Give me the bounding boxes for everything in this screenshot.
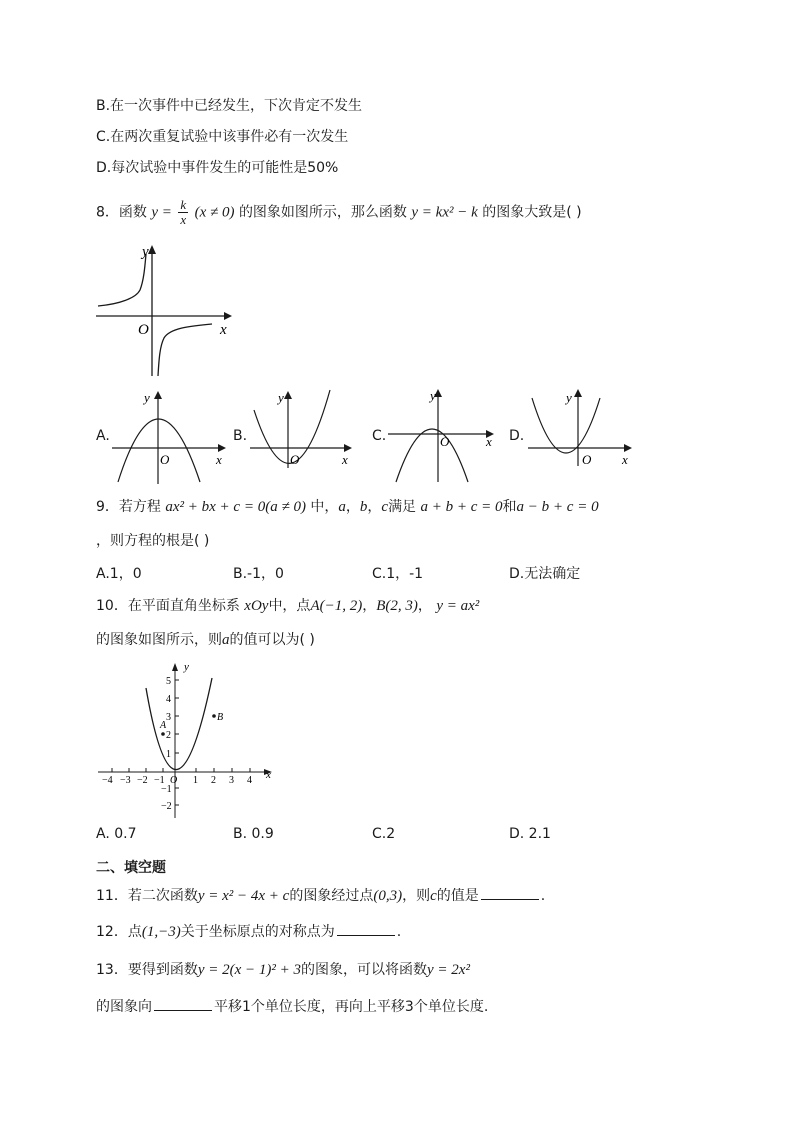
q9-mid1: 中， [310,499,339,515]
q9-sep1: ， [345,499,360,515]
q13-line2b: 平移1个单位长度，再向上平移3个单位长度. [214,999,489,1015]
q9-eq2: a + b + c = 0 [420,499,503,515]
q8a-origin: O [160,452,170,467]
q9-option-a: A.1，0 [96,566,142,582]
q10-point-b-mark [212,714,216,718]
q11-func: y = x² − 4x + c [197,888,290,904]
q8-option-d-label: D. [509,428,525,444]
q8-formula2: y = kx² − k [411,204,478,221]
q12-stem [96,921,401,942]
q8a-x-label: x [216,452,222,467]
q11-mid2: ，则 [402,888,431,904]
q10-option-a: A. 0.7 [96,826,137,842]
q8d-x-label: x [622,452,628,467]
q10-sep2: ， [417,598,432,614]
q10-xtick-m2: −2 [137,775,148,786]
q8-option-d-graph [524,384,638,468]
q10-xtick-m3: −3 [120,775,131,786]
q10-point-b: B(2, 3) [376,598,418,614]
q10-line2a: 的图象如图所示，则 [96,632,222,648]
q10-parabola-graph [94,658,278,822]
q9-mid2: 满足 [388,499,417,515]
q10-xtick-2: 2 [211,775,216,786]
q9-mid3: 和 [502,499,517,515]
q9-a: a [338,499,346,515]
q7-option-c: C.在两次重复试验中该事件必有一次发生 [96,129,349,145]
q10-option-d: D. 2.1 [509,826,551,842]
q8-stem [96,198,582,227]
q10-xtick-3: 3 [229,775,234,786]
q11-mid: 的图象经过点 [289,888,374,904]
q9-option-b: B.-1，0 [233,566,284,582]
q10-stem [96,596,479,616]
q10-option-b: B. 0.9 [233,826,274,842]
q8-graph-x-label: x [220,322,227,338]
q13-func: y = 2(x − 1)² + 3 [197,962,301,978]
q8-option-a-graph [108,386,228,486]
q9-option-c: C.1，-1 [372,566,424,582]
q13-answer-blank[interactable] [154,996,212,1011]
q9-b: b [359,499,368,515]
q8-condition: (x ≠ 0) [194,204,235,221]
q12-number: 12．点 [96,924,142,940]
q11-stem [96,885,545,906]
q8d-y-label: y [566,390,572,405]
q10-number: 10．在平面直角坐标系 [96,598,240,614]
q8c-y-label: y [430,388,436,403]
q9-sep2: ， [367,499,382,515]
q11-answer-blank[interactable] [481,885,539,900]
q8a-y-label: y [144,390,150,405]
q8-option-c-graph [384,384,502,484]
q9-option-d: D.无法确定 [509,566,581,582]
q11-c: c [430,888,437,904]
q8-tail: 的图象大致是( ) [482,204,582,221]
q8-fraction [178,198,188,227]
q10-xtick-origin: O [170,775,178,786]
q13-number: 13．要得到函数 [96,962,198,978]
q9-line2: ，则方程的根是( ) [96,533,210,549]
q10-ytick-4: 4 [166,694,171,705]
q10-xtick-4: 4 [247,775,252,786]
q10-ytick-1: 1 [166,749,171,760]
q10-func: y = ax² [436,598,480,614]
q10-ytick-m1: −1 [161,784,172,795]
q8-hyperbola-graph [90,240,240,380]
q8-y-eq: y = [151,204,172,221]
q9-c: c [381,499,389,515]
q12-point: (1,−3) [141,924,181,940]
q10-label-b: B [217,712,224,723]
q10-point-a: A(−1, 2) [310,598,363,614]
q12-answer-blank[interactable] [337,921,395,936]
q9-eq1: ax² + bx + c = 0(a ≠ 0) [165,499,306,515]
q10-ytick-m2: −2 [161,801,172,812]
q10-ytick-2: 2 [166,730,171,741]
q7-option-b: B.在一次事件中已经发生，下次肯定不发生 [96,98,363,114]
q9-stem [96,497,599,517]
q9-number: 9．若方程 [96,499,161,515]
q8c-origin: O [440,434,450,449]
q11-tail: 的值是 [436,888,479,904]
q13-line2a: 的图象向 [96,999,152,1015]
q10-mid1: 中，点 [268,598,311,614]
q10-xtick-m4: −4 [102,775,113,786]
q11-end: . [540,888,546,904]
q8-option-b-graph [246,386,358,470]
q10-a: a [222,632,230,648]
q8b-y-label: y [278,390,284,405]
q11-number: 11．若二次函数 [96,888,198,904]
q10-xtick-m1: −1 [154,775,165,786]
q10-xtick-1: 1 [193,775,198,786]
q8-frac-num: k [180,197,187,212]
q8-option-c-label: C. [372,428,387,444]
q8b-origin: O [290,452,300,467]
q8-number: 8．函数 [96,204,147,221]
q11-point: (0,3) [373,888,403,904]
q7-option-d: D.每次试验中事件发生的可能性是50% [96,160,339,176]
q13-mid: 的图象，可以将函数 [301,962,427,978]
section-2-title: 二、填空题 [96,860,166,876]
q12-end: . [396,924,402,940]
q10-sep: ， [362,598,377,614]
q8-graph-origin: O [138,322,149,338]
q8-frac-den: x [180,212,187,227]
q8b-x-label: x [342,452,348,467]
q9-eq3: a − b + c = 0 [516,499,599,515]
q10-option-c: C.2 [372,826,396,842]
q13-line2 [96,996,488,1017]
q10-line2b: 的值可以为( ) [229,632,315,648]
q10-line2 [96,630,315,650]
q8c-x-label: x [486,434,492,449]
q10-xoy: xOy [244,598,269,614]
q8-option-a-label: A. [96,428,110,444]
q13-func2: y = 2x² [427,962,470,978]
q13-stem [96,960,470,980]
q8d-origin: O [582,452,592,467]
q12-mid: 关于坐标原点的对称点为 [180,924,335,940]
q10-label-a: A [160,720,167,731]
q10-point-a-mark [161,732,165,736]
q8-graph-y-label: y [142,244,149,260]
q10-ytick-3: 3 [166,712,171,723]
q8-mid-text: 的图象如图所示，那么函数 [238,204,407,221]
q10-ytick-5: 5 [166,676,171,687]
q10-x-label: x [266,769,271,781]
q10-y-label: y [184,661,189,673]
q8-option-b-label: B. [233,428,248,444]
